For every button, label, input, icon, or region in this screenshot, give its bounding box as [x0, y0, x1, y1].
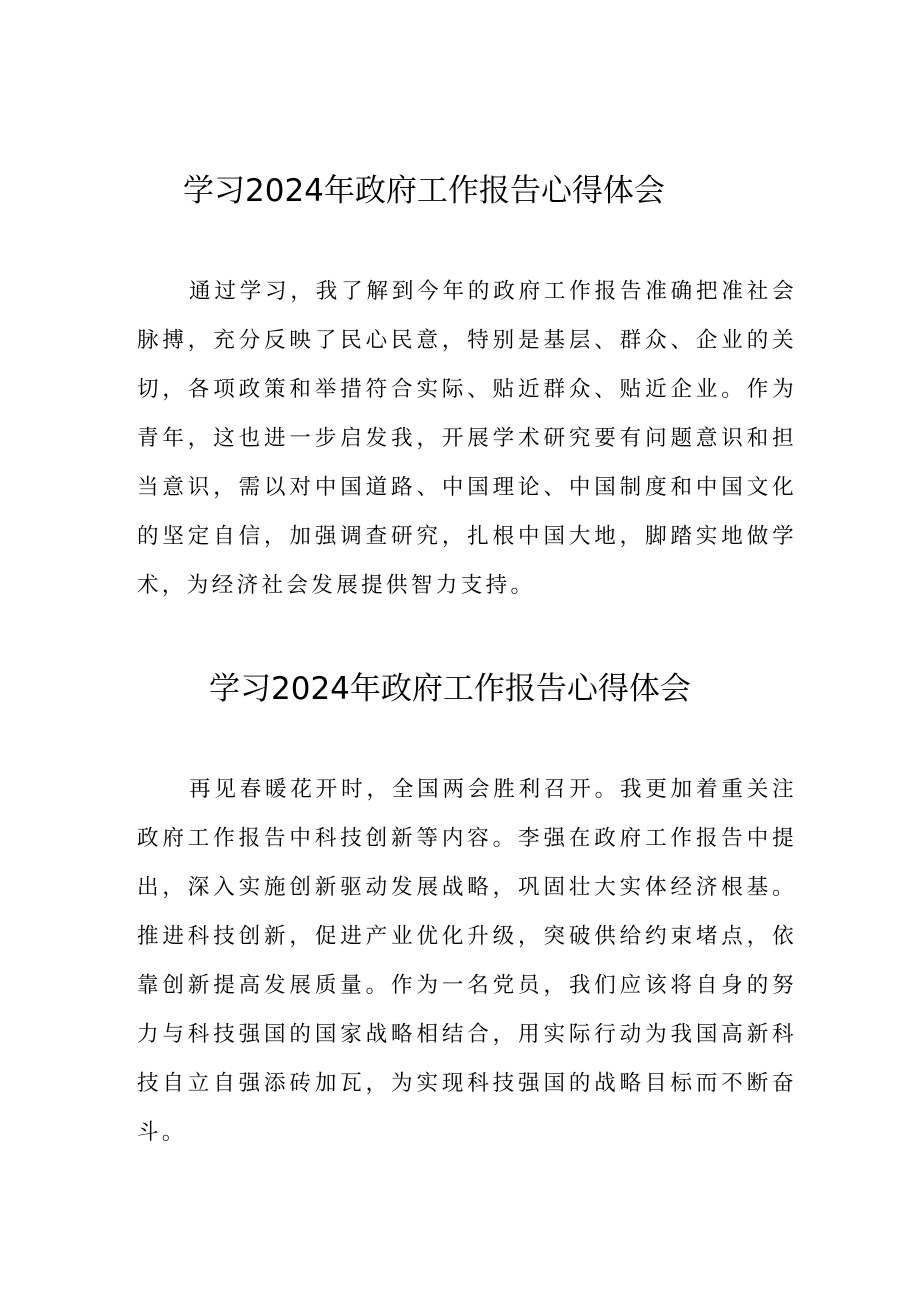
section-1-title: 学习2024年政府工作报告心得体会 — [183, 173, 665, 209]
section-2-title: 学习2024年政府工作报告心得体会 — [209, 671, 691, 707]
section-1-body: 通过学习，我了解到今年的政府工作报告准确把准社会脉搏，充分反映了民心民意，特别是基层、群众、企业的关切，各项政策和举措符合实际、贴近群众、贴近企业。作为青年，这也进一步启发我，开展学术研究要有问题意识和担当意识，需以对中国道路、中国理论、中国制度和中国文化的坚定自信，加强调查研究，扎根中国大地，脚踏实地做学术，为经济社会发展提供智力支持。 — [137, 279, 797, 598]
section-2-body: 再见春暖花开时，全国两会胜利召开。我更加着重关注政府工作报告中科技创新等内容。李强在政府工作报告中提出，深入实施创新驱动发展战略，巩固壮大实体经济根基。推进科技创新，促进产业优化升级，突破供给约束堵点，依靠创新提高发展质量。作为一名党员，我们应该将自身的努力与科技强国的国家战略相结合，用实际行动为我国高新科技自立自强添砖加瓦，为实现科技强国的战略目标而不断奋斗。 — [137, 777, 797, 1145]
